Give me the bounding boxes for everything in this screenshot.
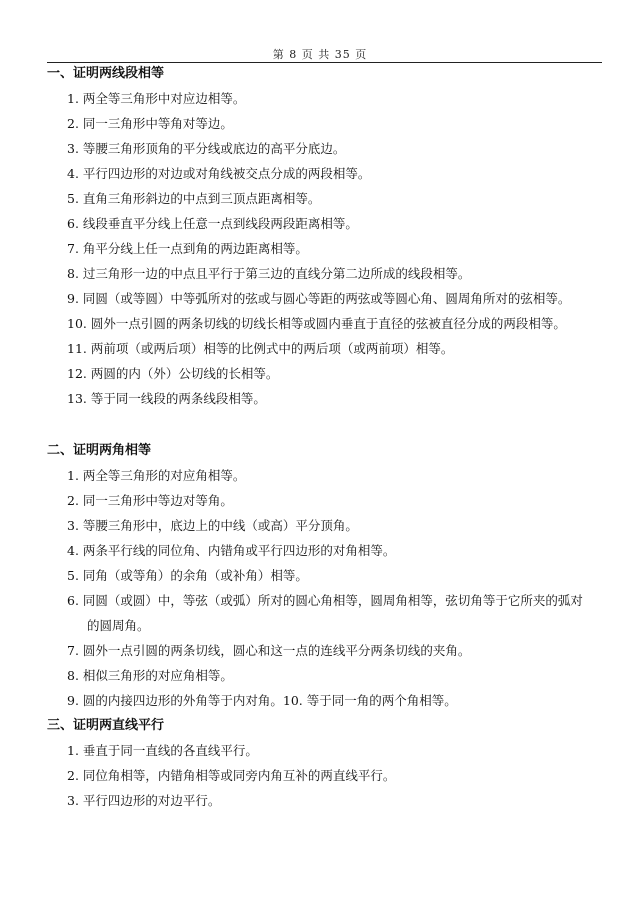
list-item: 5. 直角三角形斜边的中点到三顶点距离相等。 xyxy=(67,191,321,206)
list-item: 4. 两条平行线的同位角、内错角或平行四边形的对角相等。 xyxy=(67,543,396,558)
list-item: 9. 圆的内接四边形的外角等于内对角。10. 等于同一角的两个角相等。 xyxy=(67,693,457,708)
list-item: 10. 圆外一点引圆的两条切线的切线长相等或圆内垂直于直径的弦被直径分成的两段相等。 xyxy=(67,316,566,331)
list-item: 12. 两圆的内（外）公切线的长相等。 xyxy=(67,366,279,381)
list-item: 6. 同圆（或圆）中，等弦（或弧）所对的圆心角相等，圆周角相等，弦切角等于它所夹的弧对 xyxy=(67,593,583,608)
list-item: 1. 两全等三角形中对应边相等。 xyxy=(67,91,246,106)
list-item: 1. 两全等三角形的对应角相等。 xyxy=(67,468,246,483)
list-item: 13. 等于同一线段的两条线段相等。 xyxy=(67,391,266,406)
list-item: 2. 同一三角形中等边对等角。 xyxy=(67,493,233,508)
list-item: 7. 圆外一点引圆的两条切线，圆心和这一点的连线平分两条切线的夹角。 xyxy=(67,643,471,658)
list-item: 4. 平行四边形的对边或对角线被交点分成的两段相等。 xyxy=(67,166,371,181)
list-item: 1. 垂直于同一直线的各直线平行。 xyxy=(67,743,258,758)
list-item: 11. 两前项（或两后项）相等的比例式中的两后项（或两前项）相等。 xyxy=(67,341,454,356)
header-rule xyxy=(47,62,602,63)
list-item: 3. 等腰三角形顶角的平分线或底边的高平分底边。 xyxy=(67,141,346,156)
list-item: 9. 同圆（或等圆）中等弧所对的弦或与圆心等距的两弦或等圆心角、圆周角所对的弦相等。 xyxy=(67,291,571,306)
list-item: 7. 角平分线上任一点到角的两边距离相等。 xyxy=(67,241,308,256)
section-heading-parallel: 三、证明两直线平行 xyxy=(47,718,165,733)
list-item: 2. 同一三角形中等角对等边。 xyxy=(67,116,233,131)
list-item: 3. 平行四边形的对边平行。 xyxy=(67,793,221,808)
list-item: 8. 过三角形一边的中点且平行于第三边的直线分第二边所成的线段相等。 xyxy=(67,266,471,281)
section-heading-segments: 一、证明两线段相等 xyxy=(47,66,165,81)
list-item: 5. 同角（或等角）的余角（或补角）相等。 xyxy=(67,568,308,583)
page-number-header: 第 8 页 共 35 页 xyxy=(272,48,368,61)
section-heading-angles: 二、证明两角相等 xyxy=(47,443,152,458)
list-item: 3. 等腰三角形中，底边上的中线（或高）平分顶角。 xyxy=(67,518,358,533)
list-item: 2. 同位角相等，内错角相等或同旁内角互补的两直线平行。 xyxy=(67,768,396,783)
list-item-continuation: 的圆周角。 xyxy=(87,618,150,633)
list-item: 6. 线段垂直平分线上任意一点到线段两段距离相等。 xyxy=(67,216,358,231)
list-item: 8. 相似三角形的对应角相等。 xyxy=(67,668,233,683)
